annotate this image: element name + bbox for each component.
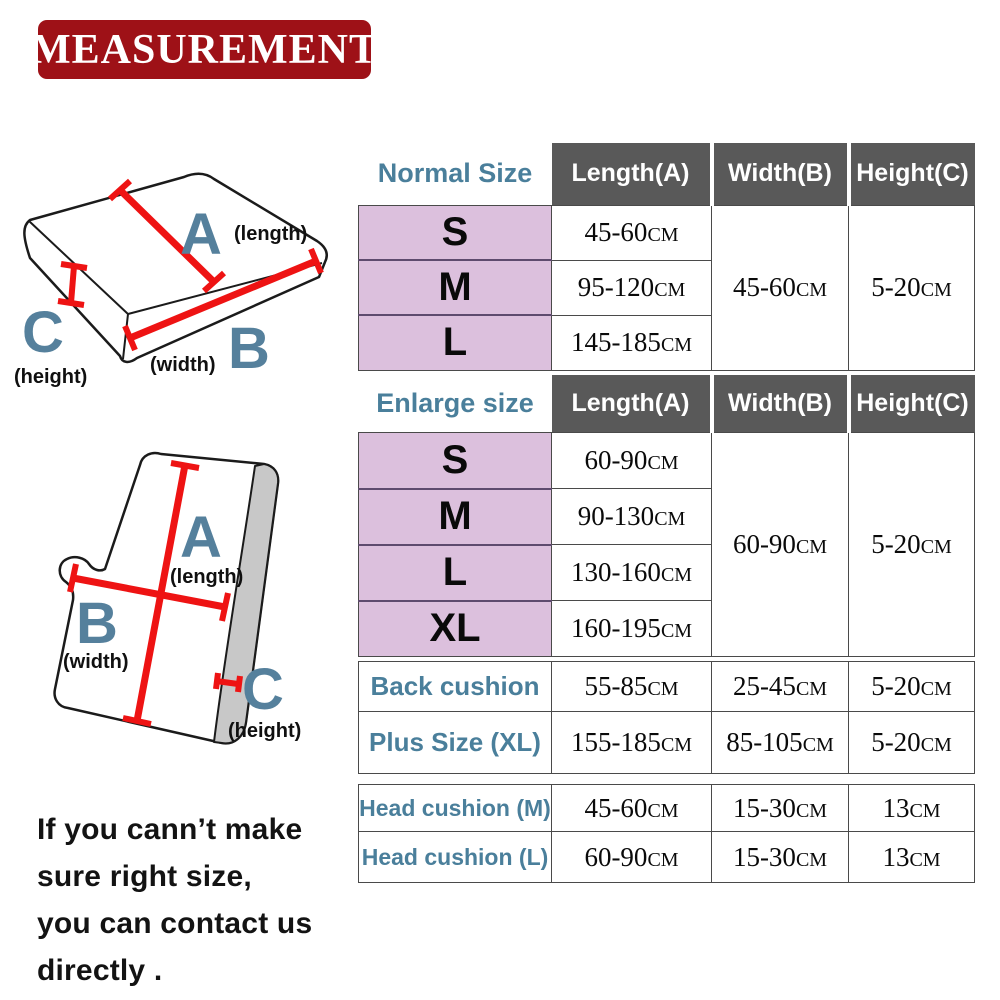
size-letter: L — [359, 315, 552, 370]
table-row — [359, 832, 975, 883]
header-row — [359, 375, 975, 433]
table-row — [359, 205, 975, 260]
banner-title: MEASUREMENT — [30, 26, 379, 73]
size-letter: XL — [359, 601, 552, 657]
width-value: 45-60CM — [712, 205, 849, 370]
height-value: 5-20CM — [849, 712, 975, 774]
row-label: Head cushion (M) — [359, 785, 552, 832]
label-c: C — [242, 657, 284, 722]
note-line: sure right size, — [37, 860, 252, 893]
enlarge-size-section — [358, 375, 975, 658]
length-value: 130-160CM — [552, 545, 712, 601]
table-row — [359, 433, 975, 489]
row-label: Back cushion — [359, 662, 552, 712]
table-row — [359, 662, 975, 712]
header-row — [359, 143, 975, 205]
section-title: Enlarge size — [359, 375, 552, 433]
section-title: Normal Size — [359, 143, 552, 205]
head-cushion-section — [358, 784, 975, 883]
seat-cushion-diagram — [8, 162, 348, 412]
table-row — [359, 785, 975, 832]
col-header-width: Width(B) — [712, 143, 849, 205]
label-a: A — [180, 505, 222, 570]
note-line: directly . — [37, 954, 163, 987]
size-letter: S — [359, 205, 552, 260]
caption-width: (width) — [63, 651, 129, 673]
height-value: 13CM — [849, 785, 975, 832]
label-b: B — [228, 316, 270, 381]
width-value: 15-30CM — [712, 832, 849, 883]
label-c: C — [22, 300, 64, 365]
label-b: B — [76, 591, 118, 656]
note-line: If you cann’t make — [37, 813, 303, 846]
normal-size-section — [358, 143, 975, 371]
back-cushion-diagram — [30, 445, 360, 775]
length-value: 155-185CM — [552, 712, 712, 774]
height-value: 5-20CM — [849, 433, 975, 657]
length-value: 45-60CM — [552, 205, 712, 260]
measurement-banner — [30, 20, 379, 79]
size-letter: S — [359, 433, 552, 489]
row-label: Head cushion (L) — [359, 832, 552, 883]
col-header-length: Length(A) — [552, 375, 712, 433]
width-value: 60-90CM — [712, 433, 849, 657]
col-header-height: Height(C) — [849, 375, 975, 433]
length-value: 55-85CM — [552, 662, 712, 712]
row-label: Plus Size (XL) — [359, 712, 552, 774]
height-value: 13CM — [849, 832, 975, 883]
caption-width: (width) — [150, 354, 216, 376]
width-value: 85-105CM — [712, 712, 849, 774]
extra-rows-section — [358, 661, 975, 774]
height-value: 5-20CM — [849, 205, 975, 370]
caption-length: (length) — [234, 223, 308, 245]
width-value: 15-30CM — [712, 785, 849, 832]
height-value: 5-20CM — [849, 662, 975, 712]
length-value: 60-90CM — [552, 832, 712, 883]
width-value: 25-45CM — [712, 662, 849, 712]
caption-height: (height) — [14, 366, 88, 388]
caption-length: (length) — [170, 566, 244, 588]
contact-note — [37, 806, 367, 994]
table-row — [359, 712, 975, 774]
caption-height: (height) — [228, 720, 302, 742]
length-value: 45-60CM — [552, 785, 712, 832]
length-value: 95-120CM — [552, 260, 712, 315]
size-letter: M — [359, 489, 552, 545]
col-header-height: Height(C) — [849, 143, 975, 205]
col-header-length: Length(A) — [552, 143, 712, 205]
length-value: 60-90CM — [552, 433, 712, 489]
col-header-width: Width(B) — [712, 375, 849, 433]
length-value: 160-195CM — [552, 601, 712, 657]
size-letter: L — [359, 545, 552, 601]
length-value: 145-185CM — [552, 315, 712, 370]
size-letter: M — [359, 260, 552, 315]
note-line: you can contact us — [37, 907, 313, 940]
label-a: A — [180, 202, 222, 267]
length-value: 90-130CM — [552, 489, 712, 545]
size-table — [358, 143, 974, 883]
